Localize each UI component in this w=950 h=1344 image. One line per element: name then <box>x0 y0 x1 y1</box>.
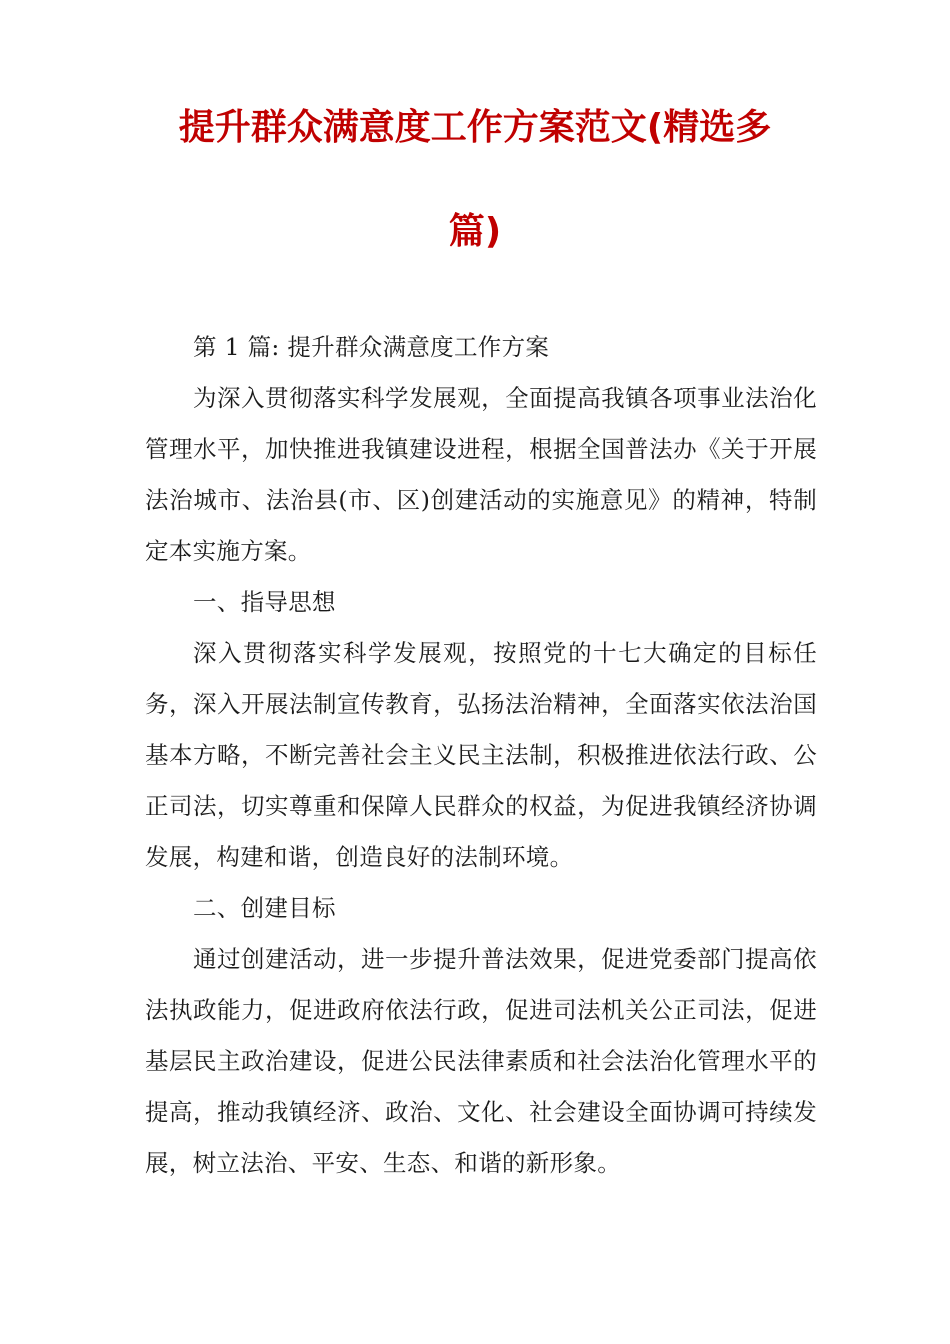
section-heading-chapter: 第 1 篇: 提升群众满意度工作方案 <box>193 333 550 361</box>
paragraph-goals: 通过创建活动，进一步提升普法效果，促进党委部门提高依法执政能力，促进政府依法行政，促进司法机关公正司法，促进基层民主政治建设，促进公民法律素质和社会法治化管理水平的提高，推动我镇经济、政治、文化、社会建设全面协调可持续发展，树立法治、平安、生态、和谐的新形象。 <box>145 945 817 1177</box>
section-heading-guiding-thought: 一、指导思想 <box>193 588 336 616</box>
document-body <box>145 322 817 1189</box>
section-heading-goals: 二、创建目标 <box>193 894 336 922</box>
document-title-line-1: 提升群众满意度工作方案范文(精选多 <box>178 107 772 148</box>
paragraph-intro: 为深入贯彻落实科学发展观，全面提高我镇各项事业法治化管理水平，加快推进我镇建设进程，根据全国普法办《关于开展法治城市、法治县(市、区)创建活动的实施意见》的精神，特制定本实施方案。 <box>145 384 817 565</box>
paragraph-guiding-thought: 深入贯彻落实科学发展观，按照党的十七大确定的目标任务，深入开展法制宣传教育，弘扬法治精神，全面落实依法治国基本方略，不断完善社会主义民主法制，积极推进依法行政、公正司法，切实尊重和保障人民群众的权益，为促进我镇经济协调发展，构建和谐，创造良好的法制环境。 <box>145 639 817 871</box>
document-title-line-2: 篇) <box>448 211 502 252</box>
